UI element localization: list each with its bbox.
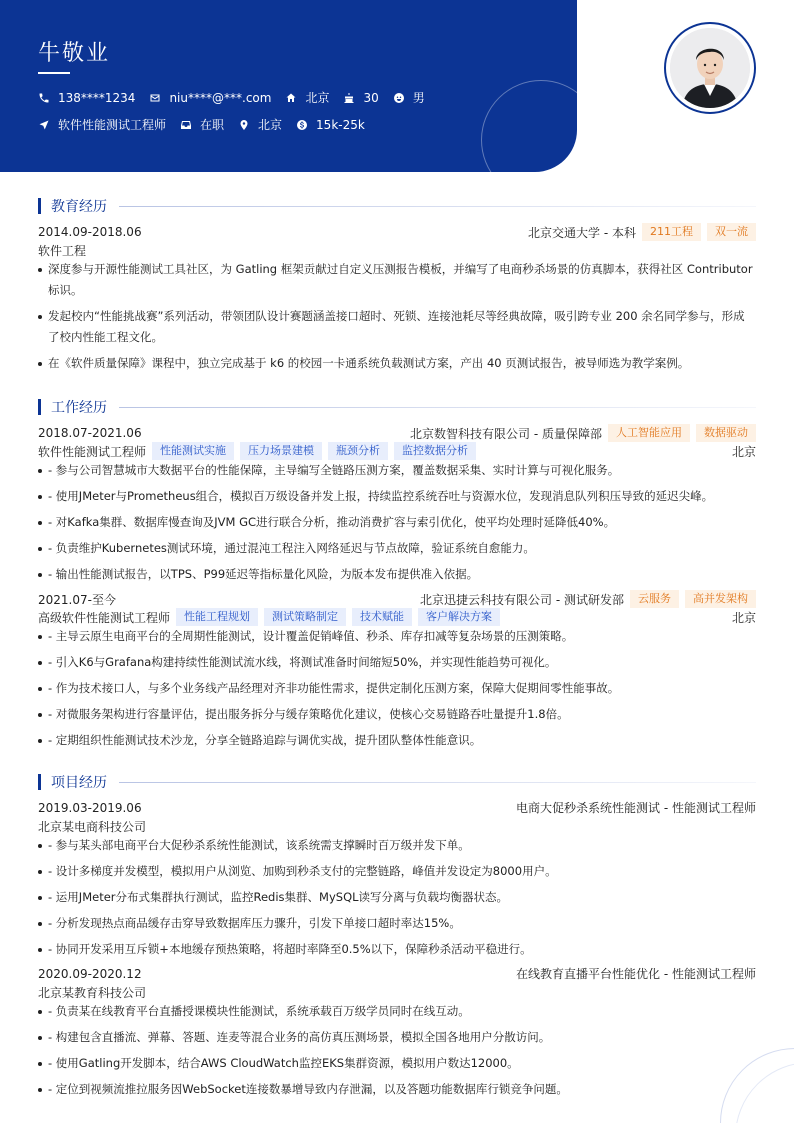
work-role-row (38, 608, 756, 626)
list-item: - 使用JMeter与Prometheus组合，模拟百万级设备并发上报，持续监控系统吞吐与资源水位，发现消息队列积压导致的延迟尖峰。 (38, 486, 756, 507)
list-item: - 使用Gatling开发脚本，结合AWS CloudWatch监控EKS集群资源，模拟用户数达12000。 (38, 1053, 756, 1074)
list-item: - 构建包含直播流、弹幕、答题、连麦等混合业务的高仿真压测场景，模拟全国各地用户分散访问。 (38, 1027, 756, 1048)
list-item: - 对微服务架构进行容量评估，提出服务拆分与缓存策略优化建议，使核心交易链路吞吐量提升1.8倍。 (38, 704, 756, 725)
smile-icon (393, 92, 405, 104)
list-item: - 作为技术接口人，与多个业务线产品经理对齐非功能性需求，提供定制化压测方案，保障大促期间零性能事故。 (38, 678, 756, 699)
section-bar (38, 774, 41, 790)
candidate-name: 牛敬业 (38, 41, 111, 66)
project-header-row (38, 965, 756, 982)
list-item: 在《软件质量保障》课程中，独立完成基于 k6 的校园一卡通系统负载测试方案，产出 40 页测试报告，被导师选为教学案例。 (38, 353, 756, 374)
intention-row (38, 116, 379, 133)
company-tag: 数据驱动 (696, 424, 756, 442)
section-education (38, 196, 756, 216)
list-item: - 运用JMeter分布式集群执行测试，监控Redis集群、MySQL读写分离与负载均衡器状态。 (38, 887, 756, 908)
work-period: 2021.07-至今 (38, 592, 116, 607)
inbox-icon (180, 119, 192, 131)
work-period: 2018.07-2021.06 (38, 426, 142, 440)
work-city: 北京 (731, 444, 756, 459)
education-bullets (38, 259, 756, 379)
status-text: 在职 (200, 118, 225, 132)
skill-tag: 测试策略制定 (264, 608, 346, 626)
project-header-row (38, 799, 756, 816)
section-bar (38, 198, 41, 214)
money-icon (296, 119, 308, 131)
list-item: - 引入K6与Grafana构建持续性能测试流水线，将测试准备时间缩短50%，并实现性能趋势可视化。 (38, 652, 756, 673)
work-bullets (38, 460, 756, 590)
list-item: - 参与某头部电商平台大促秒杀系统性能测试，该系统需支撑瞬时百万级并发下单。 (38, 835, 756, 856)
work-company-group (410, 424, 756, 442)
work-role: 高级软件性能测试工程师 (38, 610, 171, 625)
profile-photo (670, 28, 750, 108)
work-header-row (38, 590, 756, 608)
phone-text: 138****1234 (58, 90, 136, 105)
header-banner (0, 0, 577, 172)
project-name: 电商大促秒杀系统性能测试 - 性能测试工程师 (516, 801, 756, 815)
company-tag: 人工智能应用 (608, 424, 690, 442)
education-period: 2014.09-2018.06 (38, 225, 142, 239)
list-item: - 参与公司智慧城市大数据平台的性能保障，主导编写全链路压测方案，覆盖数据采集、实时计算与可视化服务。 (38, 460, 756, 481)
skill-tag: 性能工程规划 (176, 608, 258, 626)
education-major: 软件工程 (38, 244, 87, 258)
section-project (38, 772, 756, 792)
skill-tag: 技术赋能 (352, 608, 412, 626)
section-divider (119, 782, 756, 783)
avatar-ring (664, 22, 756, 114)
cake-icon (343, 92, 355, 104)
work-role: 软件性能测试工程师 (38, 444, 147, 459)
contact-row (38, 89, 439, 106)
project-company: 北京某教育科技公司 (38, 986, 147, 1000)
work-city: 北京 (731, 610, 756, 625)
work-role-row (38, 442, 756, 460)
list-item: - 对Kafka集群、数据库慢查询及JVM GC进行联合分析，推动消费扩容与索引优化，使平均处理时延降低40%。 (38, 512, 756, 533)
mail-icon (149, 92, 161, 104)
list-item: - 协同开发采用互斥锁+本地缓存预热策略，将超时率降至0.5%以下，保障秒杀活动平稳进行。 (38, 939, 756, 960)
section-divider (119, 407, 756, 408)
phone-icon (38, 92, 50, 104)
age-item (343, 91, 378, 105)
project-bullets (38, 835, 756, 965)
work-company: 北京迅捷云科技有限公司 - 测试研发部 (420, 592, 624, 607)
list-item: - 设计多梯度并发模型，模拟用户从浏览、加购到秒杀支付的完整链路，峰值并发设定为8000用户。 (38, 861, 756, 882)
gender-text: 男 (412, 91, 425, 105)
list-item: - 分析发现热点商品缓存击穿导致数据库压力骤升，引发下单接口超时率达15%。 (38, 913, 756, 934)
section-title-project: 项目经历 (51, 775, 107, 791)
email-text: niu****@***.com (169, 90, 272, 105)
email-item (149, 91, 271, 105)
list-item: - 定位到视频流推拉服务因WebSocket连接数暴增导致内存泄漏，以及答题功能数据库行锁竞争问题。 (38, 1079, 756, 1100)
city-item (238, 116, 282, 133)
target-role-item (38, 116, 166, 133)
work-role-group (38, 608, 500, 626)
target-role-text: 软件性能测试工程师 (58, 118, 167, 132)
list-item: - 负责某在线教育平台直播授课模块性能测试，系统承载百万级学员同时在线互动。 (38, 1001, 756, 1022)
hometown-text: 北京 (305, 91, 330, 105)
project-period: 2019.03-2019.06 (38, 800, 142, 815)
skill-tag: 监控数据分析 (394, 442, 476, 460)
navigation-icon (38, 119, 50, 131)
project-bullets (38, 1001, 756, 1105)
decorative-circle (481, 80, 577, 172)
skill-tag: 客户解决方案 (418, 608, 500, 626)
work-bullets (38, 626, 756, 756)
work-role-group (38, 442, 476, 460)
home-icon (285, 92, 297, 104)
project-name: 在线教育直播平台性能优化 - 性能测试工程师 (516, 967, 756, 981)
education-school: 北京交通大学 - 本科 (528, 225, 636, 240)
city-text: 北京 (258, 118, 283, 132)
section-title-education: 教育经历 (51, 199, 107, 215)
section-divider (119, 206, 756, 207)
school-tag: 211工程 (642, 223, 701, 241)
list-item: - 负责维护Kubernetes测试环境，通过混沌工程注入网络延迟与节点故障，验证系统自愈能力。 (38, 538, 756, 559)
list-item: - 主导云原生电商平台的全周期性能测试，设计覆盖促销峰值、秒杀、库存扣减等复杂场景的压测策略。 (38, 626, 756, 647)
salary-text: 15k-25k (316, 117, 365, 132)
list-item: 深度参与开源性能测试工具社区，为 Gatling 框架贡献过自定义压测报告模板，并编写了电商秒杀场景的仿真脚本，获得社区 Contributor 标识。 (38, 259, 756, 301)
work-company-group (420, 590, 756, 608)
age-text: 30 (363, 90, 379, 105)
section-work (38, 397, 756, 417)
company-tag: 云服务 (630, 590, 679, 608)
skill-tag: 瓶颈分析 (328, 442, 388, 460)
skill-tag: 性能测试实施 (152, 442, 234, 460)
education-school-group (528, 223, 756, 241)
company-tag: 高并发架构 (685, 590, 756, 608)
education-header-row (38, 223, 756, 241)
phone-item (38, 91, 135, 105)
skill-tag: 压力场景建模 (240, 442, 322, 460)
list-item: - 输出性能测试报告，以TPS、P99延迟等指标量化风险，为版本发布提供准入依据。 (38, 564, 756, 585)
gender-item (393, 89, 425, 106)
salary-item (296, 118, 365, 132)
avatar (670, 28, 750, 108)
work-company: 北京数智科技有限公司 - 质量保障部 (410, 426, 602, 441)
hometown-item (285, 89, 329, 106)
list-item: 发起校内“性能挑战赛”系列活动，带领团队设计赛题涵盖接口超时、死锁、连接池耗尽等经典故障，吸引跨专业 200 余名同学参与，形成了校内性能工程文化。 (38, 306, 756, 348)
school-tag: 双一流 (707, 223, 756, 241)
section-bar (38, 399, 41, 415)
name-underline (38, 72, 70, 74)
list-item: - 定期组织性能测试技术沙龙，分享全链路追踪与调优实战，提升团队整体性能意识。 (38, 730, 756, 751)
work-header-row (38, 424, 756, 442)
project-period: 2020.09-2020.12 (38, 966, 142, 981)
location-pin-icon (238, 119, 250, 131)
project-company: 北京某电商科技公司 (38, 820, 147, 834)
section-title-work: 工作经历 (51, 400, 107, 416)
status-item (180, 116, 224, 133)
